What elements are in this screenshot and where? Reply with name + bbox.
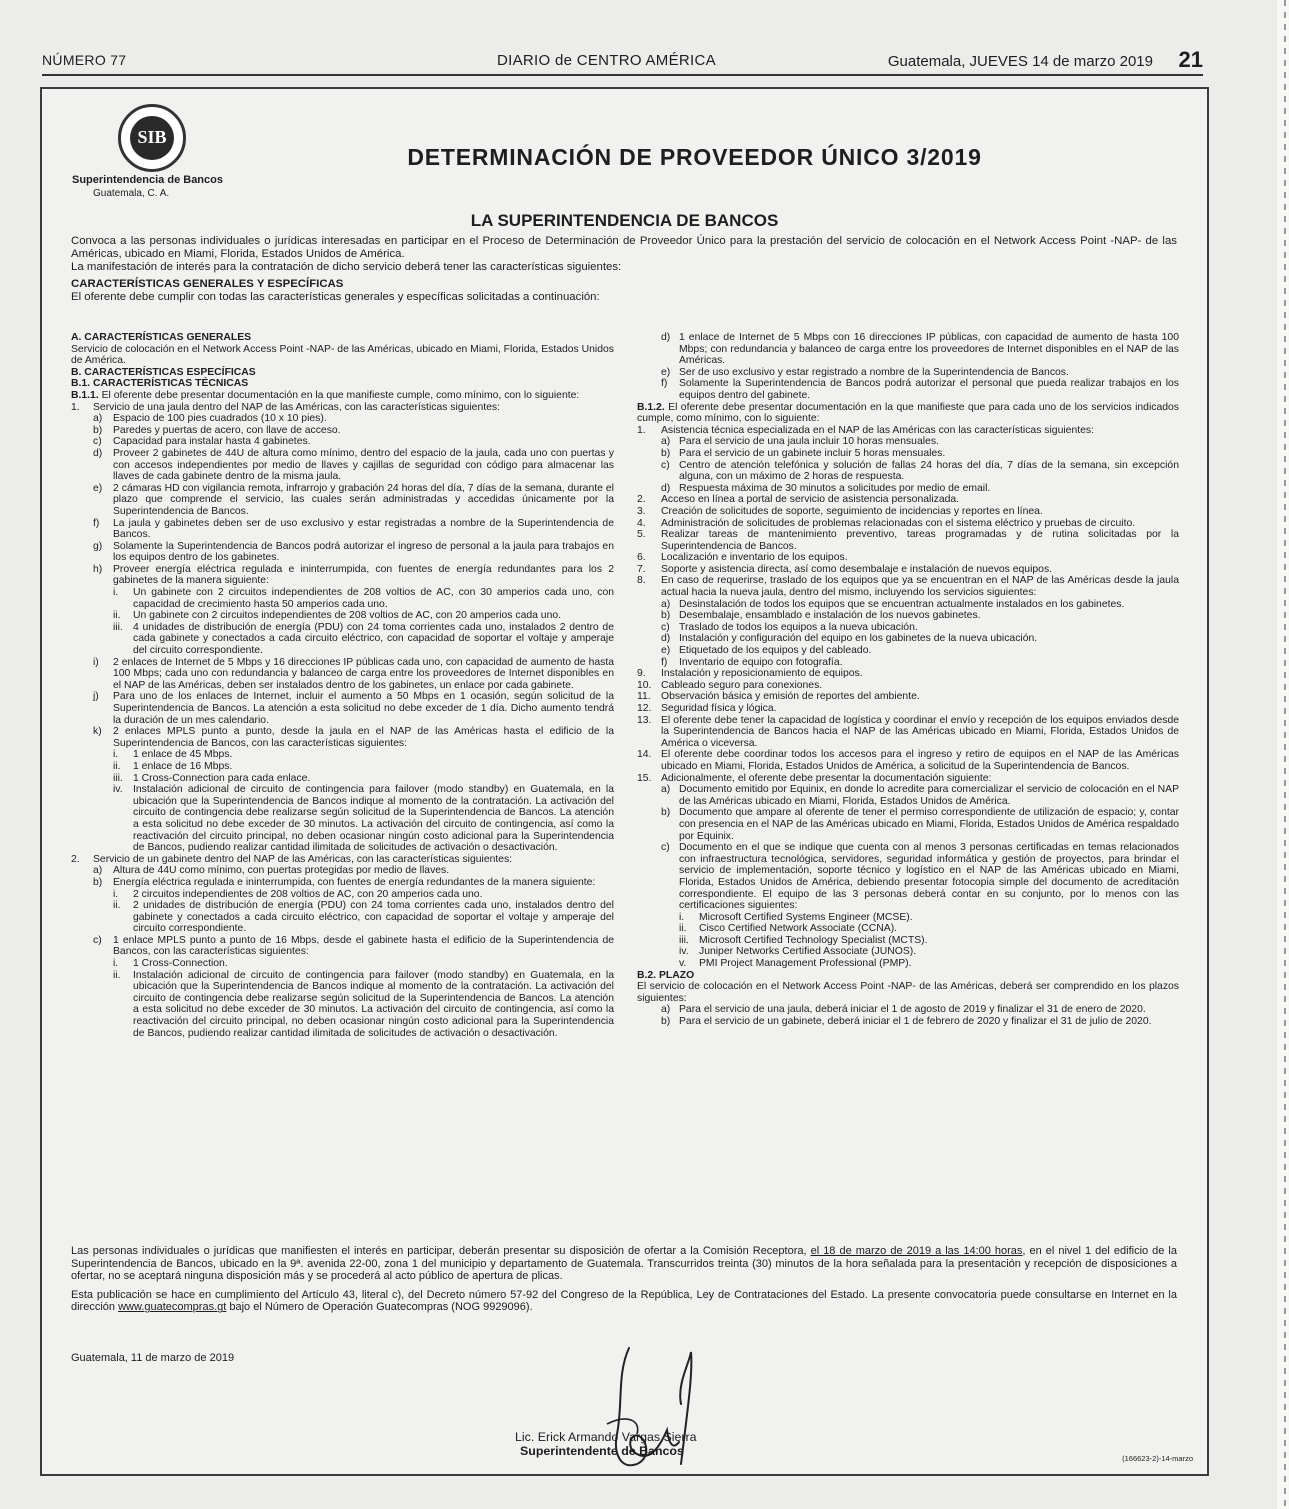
list-text: El oferente debe coordinar todos los accesos para el ingreso y retiro de equipos en el NAP de las Américas ubicado en Miami, Florida, Estados Unidos de América, a solicitud de la Superintendencia de Bancos. [661,749,1179,772]
list-marker: i. [113,958,119,970]
list-text: 2 enlaces MPLS punto a punto, desde la jaula en el NAP de las Américas hasta el edificio de la Superintendencia de Bancos, con las características siguientes: [113,726,614,749]
list-text: Microsoft Certified Technology Specialist (MCTS). [699,934,928,946]
list-text: Para uno de los enlaces de Internet, incluir el aumento a 50 Mbps en 1 ocasión, según solicitud de la Superintendencia de Bancos. La atención a esta solicitud no debe exceder de 1 día. Dicho aumento tendrá la duración de un mes calendario. [113,691,614,726]
page-number: 21 [1178,47,1203,72]
list-item [637,842,1179,912]
list-item [71,877,614,889]
list-marker: c) [661,842,670,854]
list-text: Proveer energía eléctrica regulada e ininterrumpida, con fuentes de energía redundantes para los 2 gabinetes de la manera siguiente: [113,563,614,587]
list-item [637,436,1179,448]
list-text: Documento emitido por Equinix, en donde lo acredite para comercializar el servicio de colocación en el NAP de las Américas ubicado en Miami, Florida, Estados Unidos de América. [679,784,1179,807]
list-item [71,622,614,657]
list-item [71,749,614,761]
list-marker: j) [93,691,99,703]
intro-paragraph: Convoca a las personas individuales o jurídicas interesadas en participar en el Proceso de Determinación de Proveedor Único para la prestación del servicio de colocación en el Network Access Point -NAP- de las Américas, ubicado en Miami, Florida, Estados Unidos de América. [71,235,1177,260]
list-text: 1 enlace MPLS punto a punto de 16 Mbps, desde el gabinete hasta el edificio de la Superintendencia de Bancos, con las características siguientes: [113,934,614,958]
list-marker: b) [93,876,103,888]
list-marker: b) [661,807,671,819]
list-marker: e) [93,482,103,494]
list-marker: i. [113,587,119,599]
list-text: Adicionalmente, el oferente debe presentar la documentación siguiente: [661,772,992,784]
list-text: Para el servicio de un gabinete, deberá iniciar el 1 de febrero de 2020 y finalizar el 31 de julio de 2020. [679,1016,1152,1028]
list-item [71,865,614,877]
list-marker: d) [661,332,671,343]
list-marker: f) [661,656,668,668]
closing-text: bajo el Número de Operación Guatecompras (NOG 9929096). [226,1301,533,1314]
closing-text: , en el nivel 1 del edificio de la Superintendencia de Bancos, ubicado en la 9ª. avenida 22-00, zona 1 del municipio y departamento de Guatemala. Transcurridos treinta (30) minutos de la hora señalada para la presentación y recepción de disposiciones a ofertar, no se aceptará ninguna disposición más y se procederá al acto público de apertura de plicas. [71,1245,1177,1283]
list-item [637,691,1179,703]
list-text: Solamente la Superintendencia de Bancos podrá autorizar el personal que pueda realizar trabajos en los equipos dentro del gabinete. [679,378,1179,401]
list-item [71,889,614,901]
list-item [71,970,614,1040]
clause-label: B.1.2. [637,401,665,413]
list-marker: 12. [637,703,652,714]
list-text: Para el servicio de una jaula, deberá iniciar el 1 de agosto de 2019 y finalizar el 31 de enero de 2020. [679,1004,1146,1016]
list-text: Observación básica y emisión de reportes del ambiente. [661,691,920,703]
list-text: Asistencia técnica especializada en el NAP de las Américas con las características siguientes: [661,424,1094,436]
list-marker: a) [661,598,671,610]
list-text: Localización e inventario de los equipos. [661,552,848,564]
list-item [71,610,614,622]
list-marker: 8. [637,575,646,587]
list-item [71,958,614,970]
list-item [637,715,1179,750]
list-marker: a) [661,436,671,448]
list-marker: v. [679,958,687,970]
place-date: Guatemala, 11 de marzo de 2019 [71,1352,235,1364]
list-text: Documento en el que se indique que cuenta con al menos 3 personas certificadas en temas relacionados con infraestructura tecnológica, servidores, seguridad informática y gestión de proyectos, para brindar el servicio de implementación, soporte técnico y logístico en el NAP de las Américas ubicado en Miami, Florida, Estados Unidos de América, debiendo presentar fotocopia simple del documento de acreditación correspondiente. El equipo de las 3 personas deberá contar en su conjunto, por lo menos con las certificaciones siguientes: [679,842,1179,912]
list-item [71,564,614,587]
list-text: Ser de uso exclusivo y estar registrado a nombre de la Superintendencia de Bancos. [679,366,1069,378]
clause-text: El oferente debe presentar documentación en la que manifieste cumple, como mínimo, con lo siguiente: [101,389,580,401]
list-marker: a) [661,784,671,796]
list-text: En caso de requerirse, traslado de los equipos que ya se encuentran en el NAP de las Américas desde la jaula actual hacia la nueva jaula, dentro del mismo, incluyendo los servicios siguientes: [661,575,1179,599]
list-marker: iii. [113,621,123,633]
list-item [637,784,1179,807]
list-text: 1 Cross-Connection para cada enlace. [133,772,311,784]
list-item [637,460,1179,483]
paragraph [71,390,614,402]
list-marker: d) [661,633,671,645]
deadline-text: el 18 de marzo de 2019 a las 14:00 horas [810,1245,1023,1257]
list-text: Instalación adicional de circuito de contingencia para failover (modo standby) en Guatemala, en la ubicación que la Superintendencia de Bancos indique al momento de la contratación. La activación del circuito de contingencia debe realizarse según solicitud de la Superintendencia de Bancos. La atención a esta solicitud no debe exceder de 30 minutos. La activación del circuito de contingencia, así como la reactivación del circuito principal, no deben ocasionar ningún costo adicional para la Superintendencia de Bancos, pudiendo realizar cantidad ilimitada de solicitudes de activación o desactivación. [133,969,614,1039]
list-marker: ii. [679,923,687,935]
list-item [637,703,1179,715]
list-marker: ii. [113,760,121,772]
list-text: Acceso en línea a portal de servicio de asistencia personalizada. [661,494,960,506]
list-text: 1 Cross-Connection. [133,958,228,970]
list-marker: 13. [637,714,652,726]
list-text: Un gabinete con 2 circuitos independientes de 208 voltios de AC, con 20 amperios cada uno. [133,610,562,622]
list-text: Servicio de una jaula dentro del NAP de las Américas, con las características siguientes: [93,401,500,413]
list-item [637,332,1179,367]
list-item [637,448,1179,460]
list-item [637,749,1179,772]
list-marker: f) [661,378,668,390]
list-marker: 1. [71,401,80,413]
list-text: Administración de solicitudes de problemas relacionadas con el sistema eléctrico y pruebas de circuito. [661,517,1136,529]
list-item [637,668,1179,680]
list-item [637,564,1179,576]
list-marker: d) [93,447,103,459]
list-item [71,436,614,448]
list-text: Para el servicio de una jaula incluir 10 horas mensuales. [679,436,939,448]
list-marker: 10. [637,679,652,691]
list-marker: g) [93,540,103,552]
list-marker: k) [93,726,102,738]
list-marker: 4. [637,517,646,529]
list-marker: iv. [679,946,689,958]
list-item [637,807,1179,842]
list-text: Inventario de equipo con fotografía. [679,656,843,668]
section-heading: A. CARACTERÍSTICAS GENERALES [71,332,252,343]
list-text: Instalación y reposicionamiento de equipos. [661,668,863,680]
list-item [637,378,1179,401]
list-item [637,575,1179,598]
list-text: Traslado de todos los equipos a la nueva ubicación. [679,621,918,633]
list-item [637,367,1179,379]
list-marker: i. [113,888,119,900]
list-text: 2 circuitos independientes de 208 voltios de AC, con 20 amperios cada uno. [133,888,483,900]
list-text: Instalación adicional de circuito de contingencia para failover (modo standby) en Guatemala, en la ubicación que la Superintendencia de Bancos indique al momento de la contratación. La activación del circuito de contingencia debe realizarse según solicitud de la Superintendencia de Bancos. La atención a esta solicitud no debe exceder de 30 minutos. La activación del circuito de contingencia, así como la reactivación del circuito principal, no deben ocasionar ningún costo adicional para la Superintendencia de Bancos, pudiendo realizar cantidad ilimitada de solicitudes de activación o desactivación. [133,784,614,854]
section-intro: El oferente debe cumplir con todas las características generales y específicas solicitadas a continuación: [71,291,600,304]
ad-code: (166623-2)-14-marzo [1122,1454,1193,1463]
list-marker: b) [661,447,671,459]
list-text: Respuesta máxima de 30 minutos a solicitudes por medio de email. [679,482,991,494]
list-text: Un gabinete con 2 circuitos independientes de 208 voltios de AC, con 30 amperios cada uno, con capacidad de crecimiento hasta 50 amperios cada uno. [133,587,614,610]
section-heading: B.2. PLAZO [637,969,695,981]
list-marker: i. [679,911,685,923]
list-text: 1 enlace de 45 Mbps. [133,749,233,761]
list-marker: i. [113,749,119,761]
list-text: 2 cámaras HD con vigilancia remota, infrarrojo y grabación 24 horas del día, 7 días de la semana, durante el plazo que comprende el servicio, las cuales serán administradas y accedidas únicamente por la Superintendencia de Bancos. [113,482,614,517]
list-item [71,483,614,518]
list-marker: 3. [637,505,646,517]
list-marker: f) [93,517,100,529]
list-item [637,506,1179,518]
list-text: Paredes y puertas de acero, con llave de acceso. [113,424,341,436]
list-text: Capacidad para instalar hasta 4 gabinetes. [113,436,311,448]
list-marker: a) [93,865,103,877]
intro-block [71,235,1177,305]
list-item [637,529,1179,552]
list-item [71,726,614,749]
list-text: Proveer 2 gabinetes de 44U de altura como mínimo, dentro del espacio de la jaula, cada uno con puertas y con accesos independientes por medio de llaves y cajillas de seguridad con código para almacenar las llaves de cada gabinete dentro de la misma jaula. [113,447,614,483]
list-item [637,773,1179,785]
list-item [71,402,614,414]
list-item [71,784,614,854]
list-marker: 15. [637,772,652,784]
list-marker: b) [93,424,103,436]
list-item [71,413,614,425]
notice-ad [40,87,1209,1476]
list-text: 1 enlace de 16 Mbps. [133,760,233,772]
list-marker: 9. [637,668,646,680]
list-item [71,900,614,935]
list-marker: h) [93,563,103,575]
list-marker: d) [661,482,671,494]
guatecompras-link[interactable]: www.guatecompras.gt [118,1301,227,1314]
list-text: Desinstalación de todos los equipos que se encuentran actualmente instalados en los gabinetes. [679,598,1125,610]
list-text: Centro de atención telefónica y solución de fallas 24 horas del día, 7 días de la semana, sin excepción alguna, con un máximo de 2 horas de respuesta. [679,459,1179,483]
list-item [71,448,614,483]
paragraph: El servicio de colocación en el Network Access Point -NAP- de las Américas, deberá ser comprendido en los plazos siguientes: [637,981,1179,1004]
list-text: Etiquetado de los equipos y del cableado. [679,645,872,657]
closing-paragraph [71,1245,1177,1283]
list-item [637,935,1179,947]
list-text: 2 unidades de distribución de energía (PDU) con 24 toma corrientes cada uno, instalados dentro del gabinete y conectados a cada circuito eléctrico, con capacidad de soportar el voltaje y amperaje del circuito correspondiente. [133,900,614,935]
list-text: Altura de 44U como mínimo, con puertas protegidas por medio de llaves. [113,865,450,877]
list-item [71,541,614,564]
list-marker: iii. [113,772,123,784]
list-marker: 1. [637,424,646,436]
closing-text: Las personas individuales o jurídicas que manifiesten el interés en participar, deberán presentar su disposición de ofertar a la Comisión Receptora, [71,1245,811,1257]
intro-paragraph: La manifestación de interés para la contratación de dicho servicio deberá tener las características siguientes: [71,261,622,274]
list-text: Solamente la Superintendencia de Bancos podrá autorizar el ingreso de personal a la jaula para trabajos en los equipos dentro de los gabinetes. [113,540,614,564]
list-marker: e) [661,645,671,657]
list-item [637,633,1179,645]
list-marker: a) [93,413,103,425]
list-text: Cisco Certified Network Associate (CCNA). [699,923,898,935]
list-marker: 11. [637,691,651,703]
list-item [637,425,1179,437]
clause-label: B.1.1. [71,389,99,401]
list-marker: b) [661,610,671,622]
notice-subtitle: LA SUPERINTENDENCIA DE BANCOS [470,211,779,230]
list-item [637,645,1179,657]
list-item [71,854,614,866]
list-text: El oferente debe tener la capacidad de logística y coordinar el envío y recepción de los equipos enviados desde la Superintendencia de Bancos hacia el NAP de las Américas ubicado en Miami, Florida, Estados Unidos de América o viceversa. [661,714,1179,749]
list-text: Seguridad física y lógica. [661,703,777,714]
right-column [637,332,1179,1028]
list-item [71,773,614,785]
list-marker: 5. [637,529,646,541]
list-marker: c) [93,436,102,448]
section-heading: CARACTERÍSTICAS GENERALES Y ESPECÍFICAS [71,277,344,290]
list-item [637,946,1179,958]
section-heading: B.1. CARACTERÍSTICAS TÉCNICAS [71,378,249,390]
list-item [71,587,614,610]
closing-paragraph [71,1289,1177,1314]
org-name: Superintendencia de Bancos [72,174,223,186]
list-text: Juniper Networks Certified Associate (JUNOS). [699,946,917,958]
list-text: Soporte y asistencia directa, así como desembalaje e instalación de nuevos equipos. [661,563,1053,575]
list-text: PMI Project Management Professional (PMP). [699,958,912,970]
list-item [71,657,614,692]
perforation-line [1284,0,1286,1509]
list-marker: 2. [637,494,646,506]
list-text: Desembalaje, ensamblado e instalación de los nuevos gabinetes. [679,610,981,622]
signer-name: Lic. Erick Armando Vargas Sierra [515,1430,697,1444]
list-item [637,1004,1179,1016]
list-item [637,657,1179,669]
list-marker: 14. [637,749,652,761]
list-item [71,425,614,437]
org-place: Guatemala, C. A. [93,188,170,199]
closing-text: Esta publicación se hace en cumplimiento del Artículo 43, literal c), del Decreto número 57-92 del Congreso de la República, Ley de Contrataciones del Estado. La presente convocatoria puede consultarse en Internet en la dirección [71,1288,1177,1314]
list-text: Cableado seguro para conexiones. [661,679,823,691]
newspaper-name: DIARIO de CENTRO AMÉRICA [497,52,716,69]
list-marker: c) [661,621,670,633]
list-item [637,610,1179,622]
list-text: Espacio de 100 pies cuadrados (10 x 10 pies). [113,413,327,425]
list-text: Documento que ampare al oferente de tener el permiso correspondiente de utilización de espacio; y, contar con presencia en el NAP de las Américas ubicado en Miami, Florida, Estados Unidos de América respaldado por Equinix. [679,807,1179,842]
list-marker: ii. [113,969,121,981]
list-marker: b) [661,1016,671,1028]
list-marker: a) [661,1004,671,1016]
signer-title: Superintendente de Bancos [520,1444,684,1458]
list-item [637,552,1179,564]
paragraph: Servicio de colocación en el Network Access Point -NAP- de las Américas, ubicado en Miami, Florida, Estados Unidos de América. [71,343,614,367]
list-item [637,1016,1179,1028]
header-rule [42,74,1203,76]
list-text: Microsoft Certified Systems Engineer (MCSE). [699,911,913,923]
list-marker: e) [661,366,671,378]
notice-title: DETERMINACIÓN DE PROVEEDOR ÚNICO 3/2019 [407,144,982,170]
page-edge [1277,0,1289,1509]
issue-number: NÚMERO 77 [42,52,127,68]
list-marker: c) [93,934,102,946]
list-text: Instalación y configuración del equipo en los gabinetes de la nueva ubicación. [679,633,1038,645]
issue-date: Guatemala, JUEVES 14 de marzo 2019 [887,53,1153,70]
list-marker: iv. [113,784,123,796]
list-item [71,691,614,726]
closing-block [71,1245,1177,1320]
list-item [637,599,1179,611]
list-marker: ii. [113,900,121,912]
list-text: Realizar tareas de mantenimiento preventivo, tareas programadas y de rutina solicitadas por la Superintendencia de Bancos. [661,529,1179,552]
list-text: La jaula y gabinetes deben ser de uso exclusivo y estar registradas a nombre de la Superintendencia de Bancos. [113,517,614,541]
list-item [637,518,1179,530]
seal-text: SIB [130,116,174,160]
list-marker: 2. [71,853,80,865]
list-text: 1 enlace de Internet de 5 Mbps con 16 direcciones IP públicas, con capacidad de aumento de hasta 100 Mbps; con redundancia y balanceo de carga entre los proveedores de Internet disponibles en el NAP de las Américas. [679,332,1179,367]
list-text: Energía eléctrica regulada e ininterrumpida, con fuentes de energía redundantes de la manera siguiente: [113,876,596,888]
list-marker: 6. [637,552,646,564]
list-text: Servicio de un gabinete dentro del NAP de las Américas, con las características siguientes: [93,853,513,865]
list-item [637,622,1179,634]
list-marker: ii. [113,610,121,622]
list-marker: iii. [679,934,689,946]
section-heading: B. CARACTERÍSTICAS ESPECÍFICAS [71,366,256,378]
list-item [637,680,1179,692]
list-item [637,912,1179,924]
list-item [637,923,1179,935]
list-marker: i) [93,656,99,668]
list-item [637,494,1179,506]
paragraph [637,402,1179,425]
list-text: 2 enlaces de Internet de 5 Mbps y 16 direcciones IP públicas cada uno, con capacidad de aumento de hasta 100 Mbps; cada uno con redundancia y balanceo de carga entre los proveedores de Internet disponibles en el NAP de las Américas, deben ser instalados dentro de los gabinetes, un enlace por cada gabinete. [113,656,614,691]
newspaper-header [42,47,1203,74]
list-text: Creación de solicitudes de soporte, seguimiento de incidencias y reportes en línea. [661,505,1043,517]
list-item [637,483,1179,495]
list-item [71,935,614,958]
list-text: Para el servicio de un gabinete incluir 5 horas mensuales. [679,447,946,459]
list-item [71,761,614,773]
list-item [637,958,1179,970]
left-column [71,332,614,1039]
list-text: 4 unidades de distribución de energía (PDU) con 24 toma corrientes cada uno, instalados 2 dentro de cada gabinete y conectados a cada circuito eléctrico, con capacidad de soportar el voltaje y amperaje del circuito correspondiente. [133,621,614,657]
clause-text: El oferente debe presentar documentación en la que manifieste que para cada uno de los servicios indicados cumple, como mínimo, con lo siguiente: [637,401,1179,425]
list-marker: 7. [637,563,646,575]
list-marker: c) [661,459,670,471]
list-item [71,518,614,541]
